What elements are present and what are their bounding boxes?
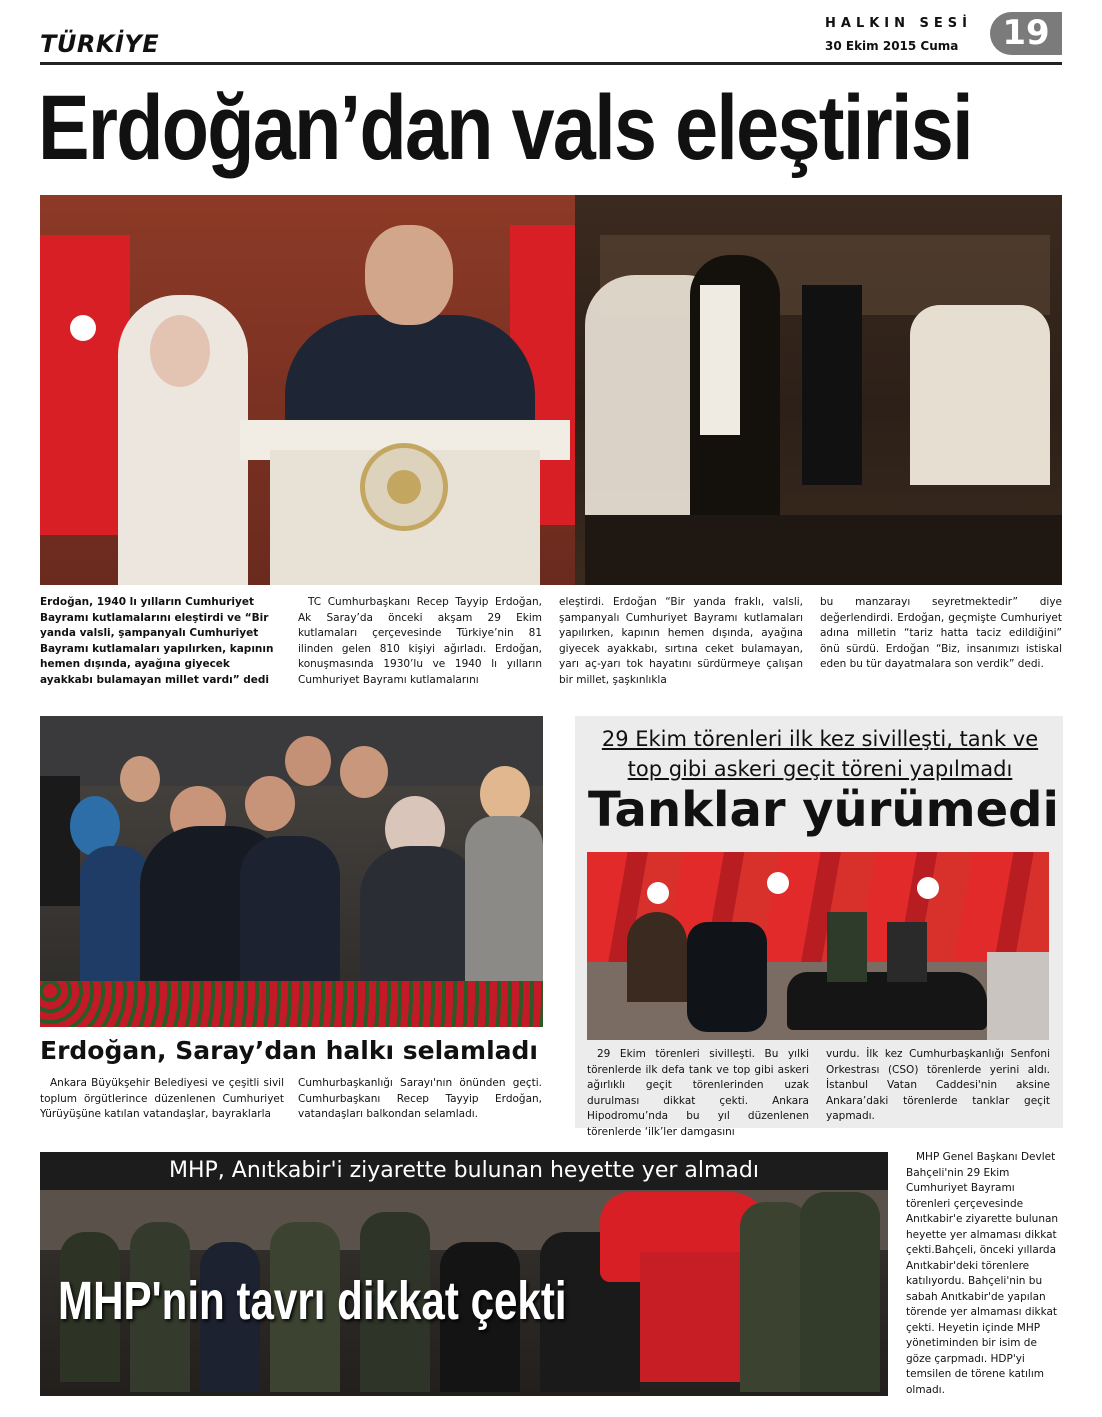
main-story-column-2: eleştirdi. Erdoğan “Bir yanda fraklı, valsli, şampanyalı Cumhuriyet Bayramı kutlamaları yapılırken, kapının hemen dışında, ayağına giyecek ayakkabı, sırtına ceket bulamayan, yarı aç-yarı tok hayatını sürdürmeye çalışan bir millet, şaşkınlıkla [559,596,803,686]
main-photo-caption: Erdoğan, 1940 lı yılların Cumhuriyet Bayramı kutlamalarını eleştirdi ve “Bir yanda valsli, şampanyalı Cumhuriyet Bayramı kutlamaları yapılırken, kapının hemen dışında, ayağına giyecek ayakkabı bulamayan millet vardı” dedi [40,596,274,686]
saray-story-title: Erdoğan, Saray’dan halkı selamladı [40,1036,538,1065]
masthead [815,12,990,55]
page-number: 19 [990,12,1062,55]
tank-story-title: Tanklar yürümedi [588,782,1059,838]
mhp-story-text: MHP Genel Başkanı Devlet Bahçeli'nin 29 Ekim Cumhuriyet Bayramı törenleri çerçevesinde Anıtkabir'e ziyarette bulunan heyette yer almaması dikkat çekti.Bahçeli, önceki yıllarda Anıtkabir'deki törenlere katılıyordu. Bahçeli'nin bu sabah Anıtkabir'de yapılan törende yer almaması dikkat çekti. Heyetin içinde MHP yönetiminden bir isim de göze çarpmadı. HDP'yi temsilen de törene katılım olmadı. [906,1151,1059,1396]
section-label: TÜRKİYE [40,30,160,58]
main-story-column-3: bu manzarayı seyretmektedir” diye değerlendirdi. Erdoğan, geçmişte Cumhuriyet adına milletin “tariz hatta taciz edildiğini” önü sürdü. Erdoğan “Biz, insanımızı istiskal eden bu tür dayatmalara son verdik” dedi. [820,596,1062,670]
tank-photo [587,852,1049,1040]
main-photo [40,195,1062,585]
mhp-banner: MHP, Anıtkabir'i ziyarette bulunan heyette yer almadı [40,1152,888,1190]
header-rule [40,62,1062,65]
main-headline: Erdoğan’dan vals eleştirisi [38,77,972,179]
tank-story-column-1: 29 Ekim törenleri sivilleşti. Bu yılki törenlerde ilk defa tank ve top gibi askeri ağırlıklı geçit törenlerinden uzak durulması dikkat çekti. Ankara Hipodromu’nda bu yıl düzenlenen törenlerde ‘ilk’ler damgasını [587,1048,809,1138]
tank-story-column-2: vurdu. İlk kez Cumhurbaşkanlığı Senfoni Orkestrası (CSO) törenlerde yerini aldı. İstanbul Vatan Caddesi'nin aksine Ankara’daki törenlerde tanklar geçit yapmadı. [826,1048,1050,1122]
issue-date: 30 Ekim 2015 Cuma [825,39,959,53]
saray-story-column-1: Ankara Büyükşehir Belediyesi ve çeşitli sivil toplum örgütlerince düzenlenen Cumhuriyet Yürüyüşüne katılan vatandaşlar, bayraklarla [40,1077,284,1120]
tank-story-kicker: 29 Ekim törenleri ilk kez sivilleşti, tank ve top gibi askeri geçit töreni yapılmadı [601,727,1039,781]
main-story-column-1: TC Cumhurbaşkanı Recep Tayyip Erdoğan, Ak Saray’da önceki akşam 29 Ekim kutlamaları çerçevesinde Türkiye’nin 81 ilinden gelen 810 kişiyi ağırladı. Erdoğan, konuşmasında 1930’lu ve 1940 lı yılların Cumhuriyet Bayramı kutlamalarını [298,596,542,686]
paper-name: HALKIN SESİ [825,16,972,31]
mhp-overlay-title: MHP'nin tavrı dikkat çekti [58,1271,567,1331]
saray-photo [40,716,543,1027]
turkish-flag-icon [40,235,130,535]
saray-story-column-2: Cumhurbaşkanlığı Sarayı'nın önünden geçti. Cumhurbaşkanı Recep Tayyip Erdoğan, vatandaşları balkondan selamladı. [298,1077,542,1120]
